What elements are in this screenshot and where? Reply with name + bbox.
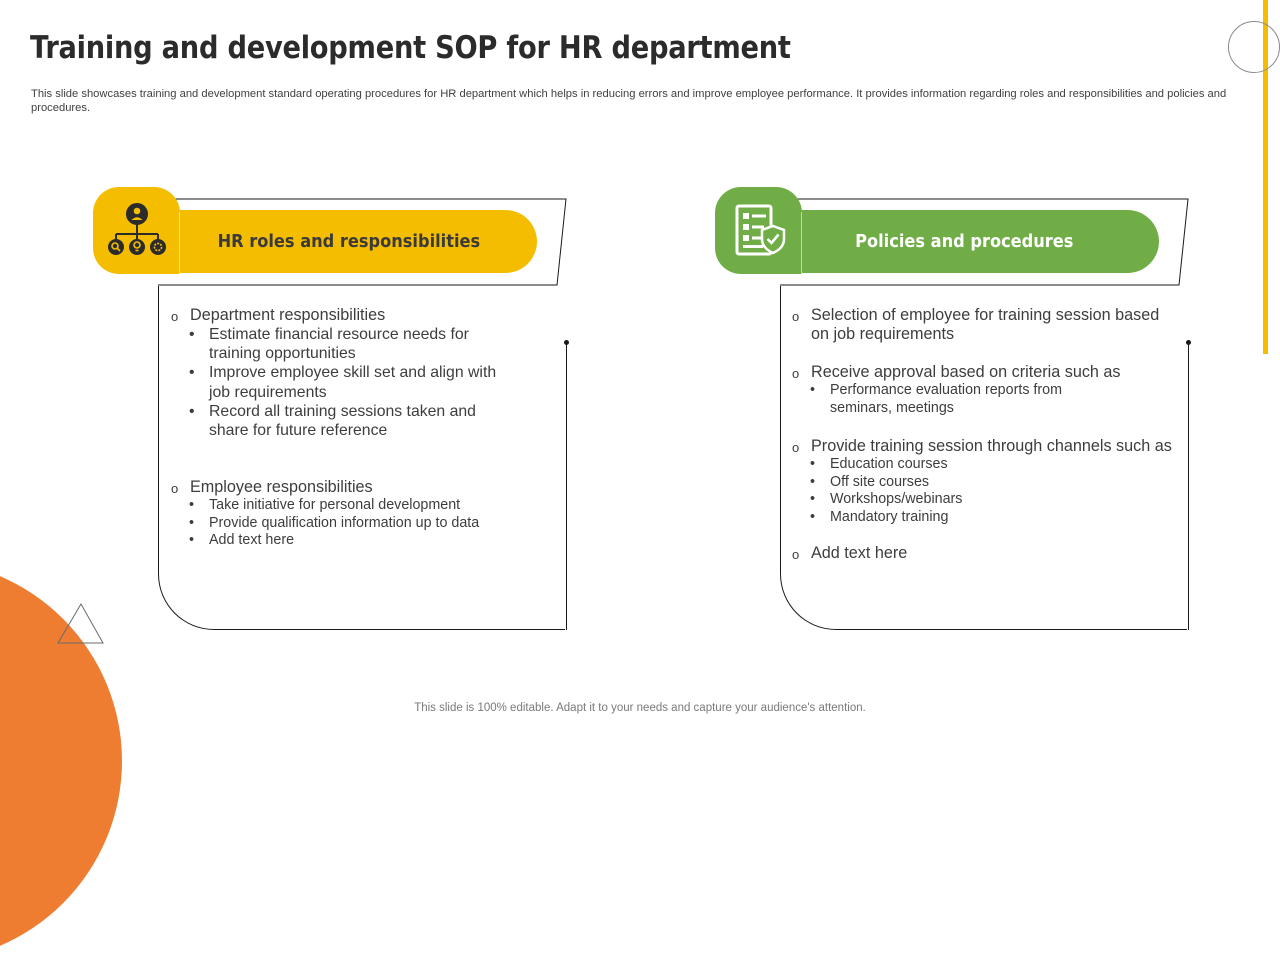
page-subtitle: This slide showcases training and development standard operating procedures for HR department which helps in reducing errors and improve employee performance. It provides information regarding roles and responsibilities and policies and procedures. [31, 88, 1227, 114]
org-chart-icon [93, 187, 180, 274]
section-title: o Receive approval based on criteria such as [791, 363, 1171, 382]
add-text-section [791, 544, 1171, 563]
list-item: • Education courses [791, 456, 1181, 474]
section-title: o Selection of employee for training session based on job requirements [791, 306, 1171, 344]
content-box-right-edge [566, 343, 567, 630]
list-item: • Add text here [170, 532, 510, 550]
section-title: o Department responsibilities [170, 306, 510, 325]
content-box-right-edge [1188, 343, 1189, 630]
list-item: • Performance evaluation reports from seminars, meetings [791, 382, 1090, 417]
selection-section [791, 306, 1171, 344]
list-item: • Provide qualification information up to data [170, 515, 510, 533]
approval-section [791, 363, 1171, 417]
list-item: • Workshops/webinars [791, 491, 1181, 509]
policies-header-label: Policies and procedures [855, 231, 1074, 252]
hr-roles-header [140, 210, 537, 273]
circle-outline-decoration [1228, 21, 1280, 73]
hr-roles-header-label: HR roles and responsibilities [217, 231, 480, 252]
section-title: o Employee responsibilities [170, 478, 510, 497]
list-item: • Mandatory training [791, 509, 1181, 527]
section-title: o Provide training session through channels such as [791, 437, 1181, 456]
list-item: • Record all training sessions taken and share for future reference [170, 402, 510, 440]
page-title: Training and development SOP for HR department [30, 30, 791, 66]
triangle-outline-decoration [57, 603, 105, 645]
list-item: • Estimate financial resource needs for training opportunities [170, 325, 510, 363]
department-responsibilities-section [170, 306, 510, 440]
connector-dot [564, 340, 569, 345]
list-item: • Off site courses [791, 474, 1181, 492]
connector-dot [1186, 340, 1191, 345]
list-item: • Improve employee skill set and align with job requirements [170, 363, 510, 401]
policies-header [762, 210, 1159, 273]
section-title: o Add text here [791, 544, 1171, 563]
employee-responsibilities-section [170, 478, 510, 550]
list-item: • Take initiative for personal development [170, 497, 510, 515]
channels-section [791, 437, 1181, 527]
footer-note: This slide is 100% editable. Adapt it to your needs and capture your audience's attention. [414, 702, 866, 714]
checklist-shield-icon [715, 187, 802, 274]
